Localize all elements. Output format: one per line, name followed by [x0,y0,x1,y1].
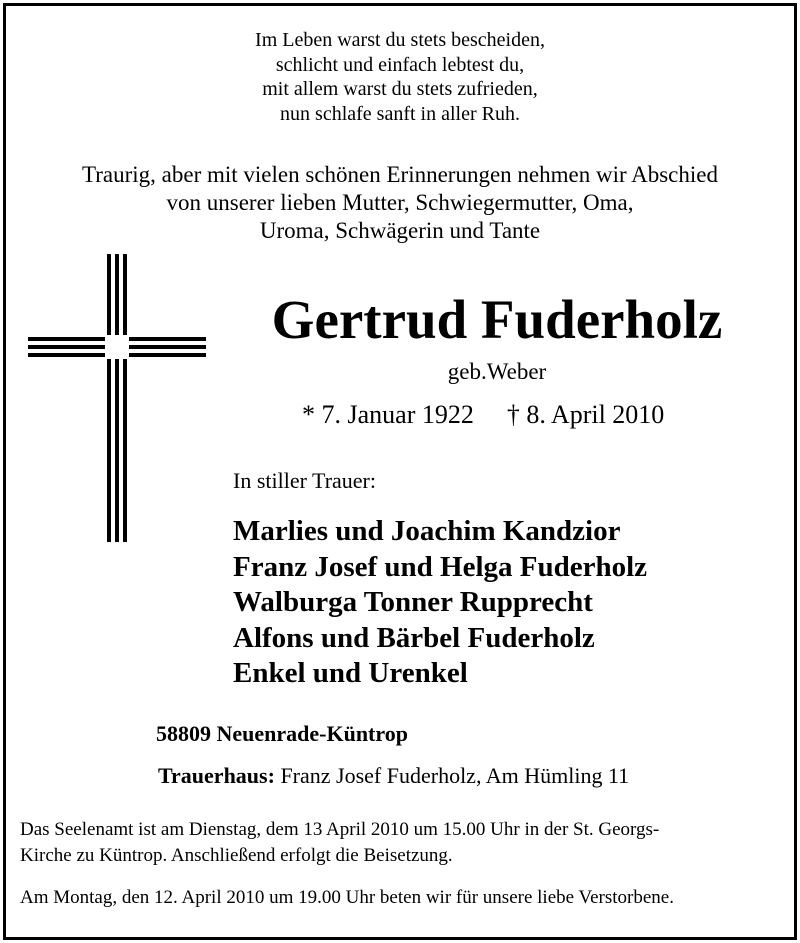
deceased-name: Gertrud Fuderholz [271,289,723,350]
mourner-name: Alfons und Bärbel Fuderholz [233,621,595,654]
poem [6,28,794,126]
mourner-name: Marlies und Joachim Kandzior [233,515,621,547]
maiden-name: geb.Weber [447,359,547,384]
mourning-house [158,762,629,790]
death-date: † 8. April 2010 [506,400,665,429]
life-dates [302,399,664,431]
intro-line: Traurig, aber mit vielen schönen Erinnerungen nehmen wir Abschied [82,162,718,187]
mourning-house-label: Trauerhaus: [158,763,275,788]
service-line: Das Seelenamt ist am Dienstag, dem 13 April 2010 um 15.00 Uhr in der St. Georgs- [20,819,660,840]
intro-line: Uroma, Schwägerin und Tante [259,218,541,243]
service-info [20,817,659,869]
obituary-notice [3,3,797,940]
service-line: Kirche zu Küntrop. Anschließend erfolgt die Beisetzung. [20,845,453,866]
mourning-house-address: Franz Josef Fuderholz, Am Hümling 11 [274,763,630,788]
birth-date: * 7. Januar 1922 [302,400,474,429]
poem-line: Im Leben warst du stets bescheiden, [255,29,545,51]
prayer-info: Am Montag, den 12. April 2010 um 19.00 Uhr beten wir für unsere liebe Verstorbene. [20,887,674,908]
city-line: 58809 Neuenrade-Küntrop [156,721,408,746]
mourning-label: In stiller Trauer: [233,468,376,493]
mourner-name: Franz Josef und Helga Fuderholz [233,550,648,583]
mourner-name: Enkel und Urenkel [233,657,468,689]
cross-icon [28,254,206,542]
intro-text [6,161,794,245]
poem-line: nun schlafe sanft in aller Ruh. [280,102,520,125]
intro-line: von unserer lieben Mutter, Schwiegermutter, Oma, [166,190,634,215]
mourner-name: Walburga Tonner Rupprecht [233,586,593,618]
poem-line: mit allem warst du stets zufrieden, [262,78,538,100]
mourners-list [233,514,647,692]
poem-line: schlicht und einfach lebtest du, [275,53,525,76]
